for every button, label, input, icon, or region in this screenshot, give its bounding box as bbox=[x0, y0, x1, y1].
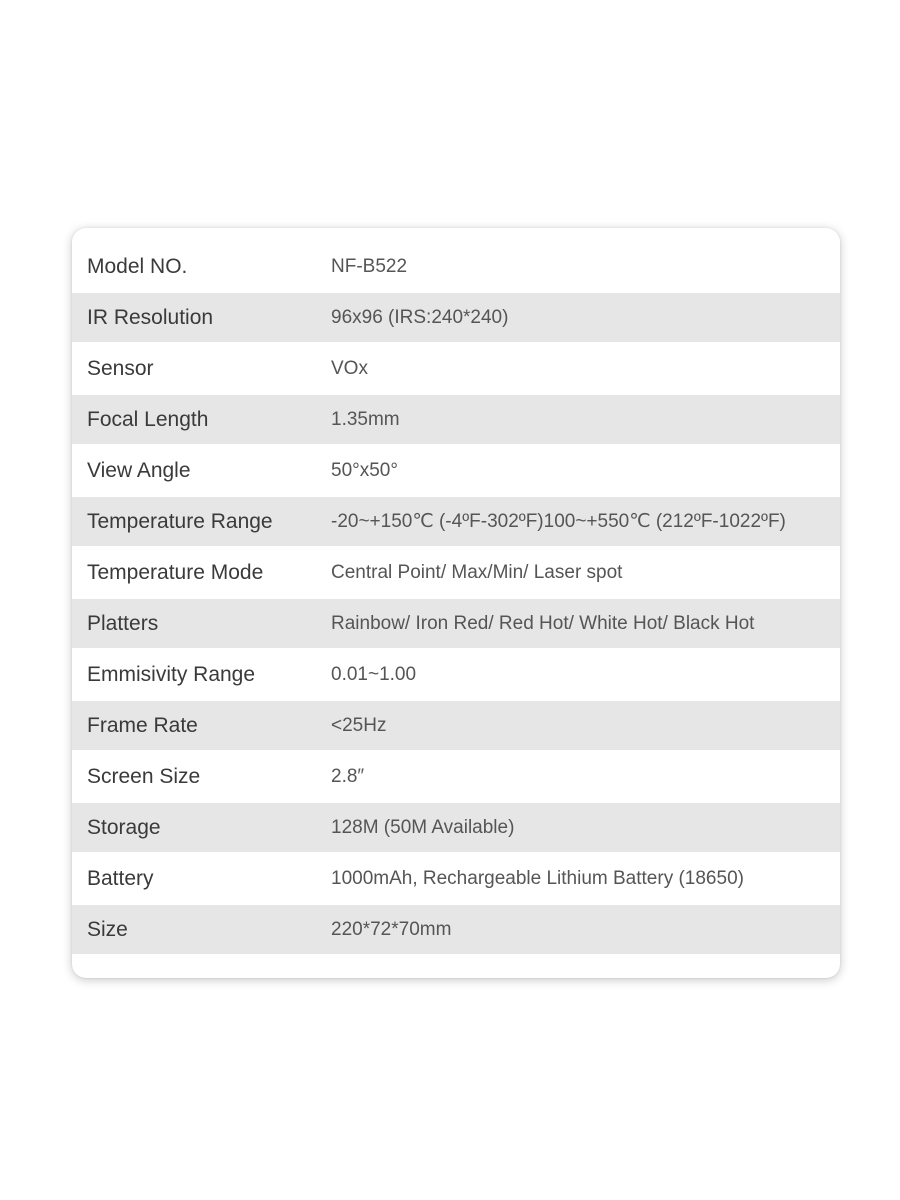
spec-value: 1.35mm bbox=[331, 408, 400, 430]
spec-value: Rainbow/ Iron Red/ Red Hot/ White Hot/ Black Hot bbox=[331, 612, 755, 634]
spec-value: -20~+150℃ (-4ºF-302ºF)100~+550℃ (212ºF-1022ºF) bbox=[331, 511, 786, 532]
spec-label: Focal Length bbox=[87, 407, 209, 431]
spec-label: IR Resolution bbox=[87, 305, 214, 329]
spec-card bbox=[72, 228, 840, 978]
spec-label: Temperature Range bbox=[87, 509, 273, 533]
spec-row-temperature-mode bbox=[72, 547, 840, 598]
spec-value: 1000mAh, Rechargeable Lithium Battery (18650) bbox=[331, 867, 744, 889]
spec-value: VOx bbox=[331, 357, 368, 379]
spec-value: Central Point/ Max/Min/ Laser spot bbox=[331, 561, 623, 583]
spec-label: Sensor bbox=[87, 356, 154, 380]
spec-value: 2.8″ bbox=[331, 765, 365, 787]
spec-value: 0.01~1.00 bbox=[331, 663, 417, 685]
spec-row-screen-size bbox=[72, 751, 840, 802]
spec-label: Frame Rate bbox=[87, 713, 198, 737]
spec-row-frame-rate bbox=[72, 701, 840, 750]
spec-value: <25Hz bbox=[331, 714, 387, 736]
spec-row-battery bbox=[72, 853, 840, 904]
spec-row-view-angle bbox=[72, 445, 840, 496]
spec-label: Battery bbox=[87, 866, 154, 890]
spec-row-storage bbox=[72, 803, 840, 852]
spec-row-temperature-range bbox=[72, 497, 840, 546]
spec-label: Size bbox=[87, 917, 128, 941]
spec-label: Model NO. bbox=[87, 254, 188, 278]
spec-label: View Angle bbox=[87, 458, 191, 482]
spec-table bbox=[72, 241, 840, 955]
spec-row-emissivity-range bbox=[72, 649, 840, 700]
spec-label: Screen Size bbox=[87, 764, 201, 788]
spec-row-model bbox=[72, 241, 840, 292]
spec-value: NF-B522 bbox=[331, 255, 408, 277]
spec-row-sensor bbox=[72, 343, 840, 394]
spec-row-platters bbox=[72, 599, 840, 648]
spec-label: Emmisivity Range bbox=[87, 662, 256, 686]
spec-value: 128M (50M Available) bbox=[331, 816, 515, 838]
spec-value: 50°x50° bbox=[331, 459, 398, 481]
spec-label: Platters bbox=[87, 611, 159, 635]
spec-row-ir-resolution bbox=[72, 293, 840, 342]
spec-label: Storage bbox=[87, 815, 161, 839]
spec-row-size bbox=[72, 905, 840, 954]
spec-row-focal-length bbox=[72, 395, 840, 444]
spec-value: 96x96 (IRS:240*240) bbox=[331, 306, 509, 328]
spec-value: 220*72*70mm bbox=[331, 918, 452, 940]
spec-label: Temperature Mode bbox=[87, 560, 264, 584]
